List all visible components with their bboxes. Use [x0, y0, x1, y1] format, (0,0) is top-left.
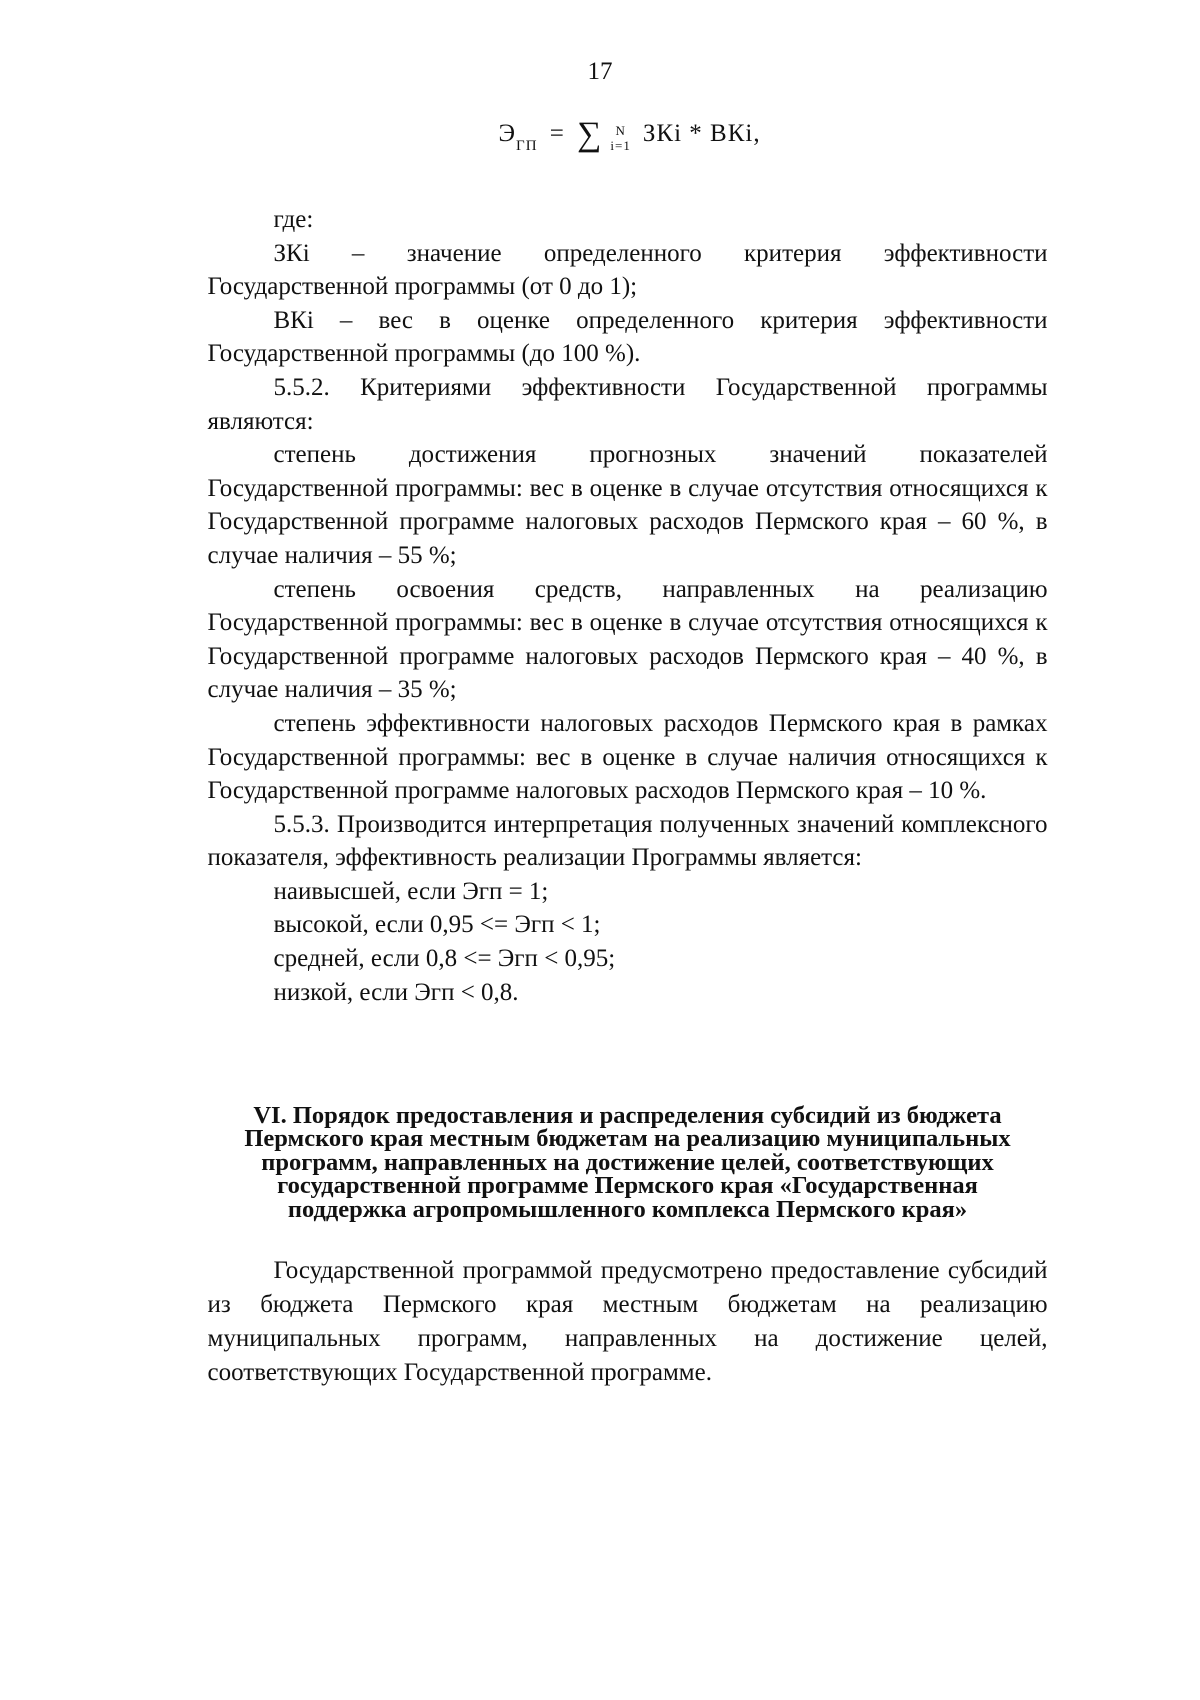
paragraph: где: [273, 206, 314, 233]
paragraph: степень достижения прогнозных значений показателей Государственной программы: вес в оценке в случае отсутствия относящихся к Государственной программе налоговых расходов Пермского края – 60 %, в случае наличия – 55 %; [207, 441, 1048, 569]
heading-line: VI. Порядок предоставления и распределения субсидий из бюджета [253, 1102, 1002, 1129]
formula-lhs: Э [498, 120, 517, 147]
formula-equals: = [549, 120, 565, 147]
heading-line: программ, направленных на достижение целей, соответствующих [261, 1148, 994, 1176]
document-body [208, 203, 1048, 1009]
sum-symbol: ∑ [577, 116, 603, 153]
level-item: высокой, если 0,95 <= Эгп < 1; [273, 911, 601, 939]
page-number: 17 [587, 58, 613, 85]
paragraph: степень эффективности налоговых расходов Пермского края в рамках Государственной программы: вес в оценке в случае наличия относящихся к Государственной программе налоговых расходов Пермского края – 10 %. [207, 709, 1048, 805]
paragraph: степень освоения средств, направленных на реализацию Государственной программы: вес в оценке в случае отсутствия относящихся к Государственной программе налоговых расходов Пермского края – 40 %, в случае наличия – 35 %; [207, 575, 1048, 704]
sum-upper-limit: N [615, 123, 626, 139]
final-section [208, 1254, 1048, 1390]
efficiency-formula [498, 112, 761, 154]
sum-limits [610, 123, 632, 153]
section-heading [208, 1104, 1048, 1221]
paragraph: 5.5.3. Производится интерпретация полученных значений комплексного показателя, эффективность реализации Программы является: [207, 810, 1048, 872]
sum-lower-limit: i=1 [610, 138, 631, 154]
formula-lhs-subscript: ГП [516, 138, 538, 154]
heading-line: Пермского края местным бюджетам на реализацию муниципальных [244, 1125, 1011, 1153]
final-paragraph: Государственной программой предусмотрено предоставление субсидий из бюджета Пермского края местным бюджетам на реализацию муниципальных программ, направленных на достижение целей, соответствующих Государственной программе. [207, 1257, 1048, 1386]
heading-line: государственной программе Пермского края «Государственная [277, 1172, 978, 1200]
level-item: низкой, если Эгп < 0,8. [273, 978, 519, 1006]
paragraph: 5.5.2. Критериями эффективности Государственной программы являются: [207, 373, 1048, 435]
level-item: наивысшей, если Эгп = 1; [273, 877, 549, 905]
level-item: средней, если 0,8 <= Эгп < 0,95; [273, 945, 616, 973]
paragraph: ЗКi – значение определенного критерия эффективности Государственной программы (от 0 до 1); [207, 239, 1048, 301]
document-page [47, 0, 1154, 1700]
paragraph: ВКi – вес в оценке определенного критерия эффективности Государственной программы (до 100 %). [207, 306, 1048, 368]
heading-line: поддержка агропромышленного комплекса Пермского края» [287, 1195, 968, 1223]
formula-rhs: ЗКi * ВКi, [642, 120, 761, 147]
